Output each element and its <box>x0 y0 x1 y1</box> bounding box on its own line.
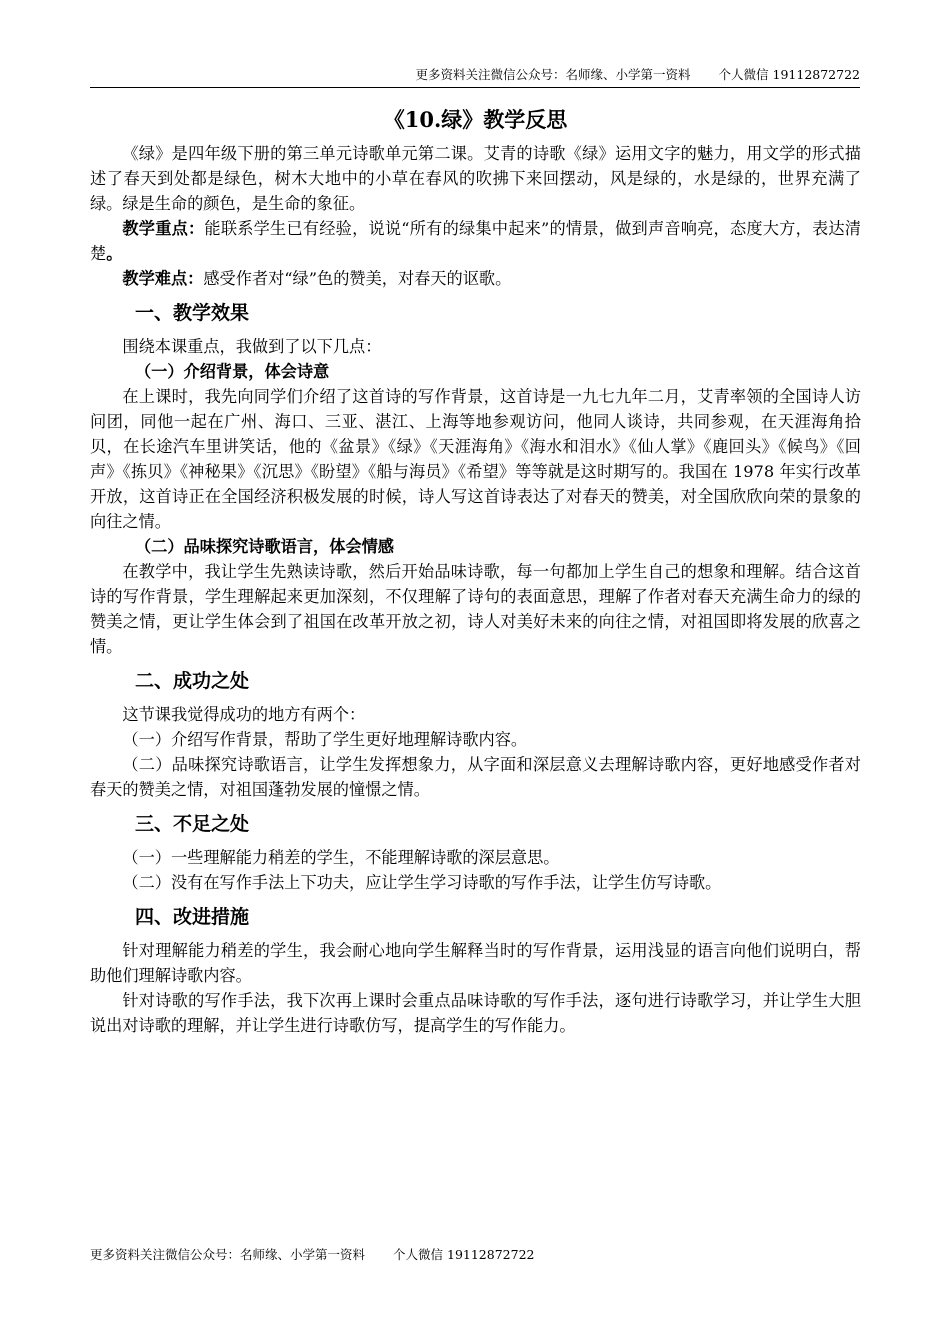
teaching-focus-label: 教学重点： <box>122 219 205 238</box>
improvement-paragraph: 针对理解能力稍差的学生，我会耐心地向学生解释当时的写作背景，运用浅显的语言向他们说明白，帮助他们理解诗歌内容。 <box>90 941 861 985</box>
list-item: （二）没有在写作手法上下功夫，应让学生学习诗歌的写作手法，让学生仿写诗歌。 <box>122 873 722 892</box>
section-title-shortcomings: 三、不足之处 <box>135 813 250 835</box>
header-divider <box>90 87 860 88</box>
subsection-text-background: 在上课时，我先向同学们介绍了这首诗的写作背景，这首诗是一九七九年二月，艾青率领的全国诗人访问团，同他一起在广州、海口、三亚、湛江、上海等地参观访问，他同人谈诗，共同参观，在天涯海角拾贝，在长途汽车里讲笑话，他的《盆景》《绿》《天涯海角》《海水和泪水》《仙人掌》《鹿回头》《候鸟》《回声》《拣贝》《神秘果》《沉思》《盼望》《船与海员》《希望》等等就是这时期写的。我国在 1978 年实行改革开放，这首诗正在全国经济积极发展的时候，诗人写这首诗表达了对春天的赞美，对全国欣欣向荣的景象的向往之情。 <box>90 387 861 531</box>
teaching-focus-text: 能联系学生已有经验，说说“所有的绿集中起来”的情景，做到声音响亮，态度大方，表达清楚 <box>90 219 861 263</box>
teaching-focus <box>90 216 861 266</box>
footer-wechat-account: 更多资料关注微信公众号：名师缘、小学第一资料 <box>90 1247 366 1262</box>
document-body <box>90 104 861 1038</box>
intro-paragraph: 《绿》是四年级下册的第三单元诗歌单元第二课。艾青的诗歌《绿》运用文字的魅力，用文学的形式描述了春天到处都是绿色，树木大地中的小草在春风的吹拂下来回摆动，风是绿的，水是绿的，世界充满了绿。绿是生命的颜色，是生命的象征。 <box>90 144 861 213</box>
improvement-paragraph: 针对诗歌的写作手法，我下次再上课时会重点品味诗歌的写作手法，逐句进行诗歌学习，并让学生大胆说出对诗歌的理解，并让学生进行诗歌仿写，提高学生的写作能力。 <box>90 991 861 1035</box>
page-header <box>90 66 860 84</box>
teaching-difficulty-text: 感受作者对“绿”色的赞美，对春天的讴歌。 <box>203 269 512 288</box>
section-effect-lead: 围绕本课重点，我做到了以下几点： <box>122 337 382 356</box>
section-title-improvement: 四、改进措施 <box>135 906 250 928</box>
teaching-focus-end: 。 <box>106 244 123 263</box>
header-personal-wechat: 个人微信 19112872722 <box>718 67 860 82</box>
section-title-success: 二、成功之处 <box>135 670 250 692</box>
section-success-lead: 这节课我觉得成功的地方有两个： <box>122 705 366 724</box>
teaching-difficulty-label: 教学难点： <box>122 269 204 288</box>
subsection-title-language: （二）品味探究诗歌语言，体会情感 <box>135 537 394 556</box>
footer-personal-wechat: 个人微信 19112872722 <box>393 1247 535 1262</box>
list-item: （二）品味探究诗歌语言，让学生发挥想象力，从字面和深层意义去理解诗歌内容，更好地感受作者对春天的赞美之情，对祖国蓬勃发展的憧憬之情。 <box>90 755 861 799</box>
list-item: （一）介绍写作背景，帮助了学生更好地理解诗歌内容。 <box>122 730 528 749</box>
page-title: 《10.绿》教学反思 <box>383 107 568 132</box>
subsection-text-language: 在教学中，我让学生先熟读诗歌，然后开始品味诗歌，每一句都加上学生自己的想象和理解。结合这首诗的写作背景，学生理解起来更加深刻，不仅理解了诗句的表面意思，理解了作者对春天充满生命力的绿的赞美之情，更让学生体会到了祖国在改革开放之初，诗人对美好未来的向往之情，对祖国即将发展的欣喜之情。 <box>90 562 861 656</box>
subsection-title-background: （一）介绍背景，体会诗意 <box>135 362 330 381</box>
list-item: （一）一些理解能力稍差的学生，不能理解诗歌的深层意思。 <box>122 848 560 867</box>
header-wechat-account: 更多资料关注微信公众号：名师缘、小学第一资料 <box>415 67 691 82</box>
teaching-difficulty <box>90 266 861 291</box>
section-title-effect: 一、教学效果 <box>135 302 250 324</box>
page-footer <box>90 1246 534 1264</box>
